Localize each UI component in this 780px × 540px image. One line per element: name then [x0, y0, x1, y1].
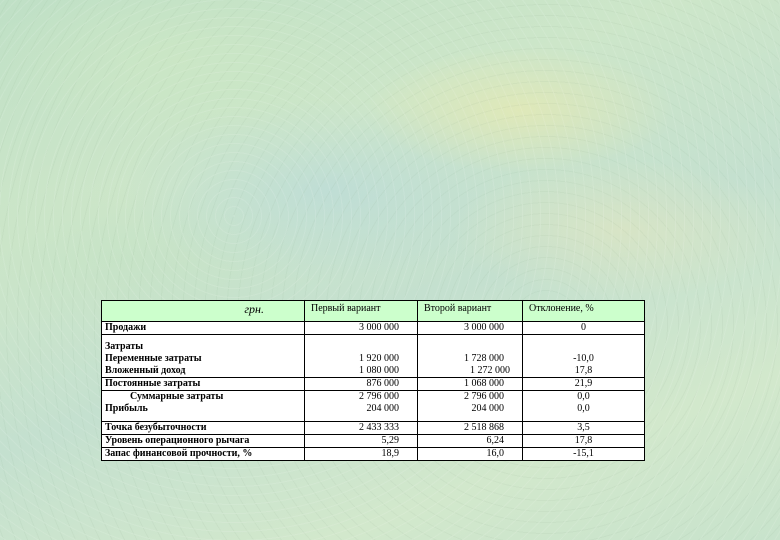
cell-deviation: 3,5: [523, 422, 645, 435]
cell-first-variant: 204 000: [305, 403, 418, 415]
row-label: Продажи: [102, 322, 305, 335]
cell-first-variant: 876 000: [305, 378, 418, 391]
cell-first-variant: 2 796 000: [305, 391, 418, 404]
cell-deviation: [523, 341, 645, 353]
cell-second-variant: [418, 341, 523, 353]
table-row: [102, 403, 645, 415]
cell-deviation: 21,9: [523, 378, 645, 391]
header-deviation: Отклонение, %: [523, 301, 645, 322]
row-label: Запас финансовой прочности, %: [102, 448, 305, 461]
unit-label: грн.: [102, 301, 305, 322]
cell-second-variant: 16,0: [418, 448, 523, 461]
cell-second-variant: 1 068 000: [418, 378, 523, 391]
cell-deviation: 17,8: [523, 365, 645, 378]
table-row: [102, 391, 645, 404]
row-label: Точка безубыточности: [102, 422, 305, 435]
row-label: Переменные затраты: [102, 353, 305, 365]
table-row: [102, 422, 645, 435]
table-header-row: [102, 301, 645, 322]
header-second-variant: Второй вариант: [418, 301, 523, 322]
cell-first-variant: 5,29: [305, 435, 418, 448]
table-row: [102, 353, 645, 365]
cell-second-variant: 3 000 000: [418, 322, 523, 335]
cell-first-variant: 2 433 333: [305, 422, 418, 435]
cell-first-variant: 18,9: [305, 448, 418, 461]
cell-first-variant: [305, 341, 418, 353]
table-row: [102, 378, 645, 391]
table-row: [102, 322, 645, 335]
row-label: Затраты: [102, 341, 305, 353]
cell-deviation: 0,0: [523, 391, 645, 404]
row-label: Суммарные затраты: [102, 391, 305, 404]
table-row: [102, 365, 645, 378]
cell-first-variant: 1 080 000: [305, 365, 418, 378]
cell-second-variant: 204 000: [418, 403, 523, 415]
cell-deviation: 0,0: [523, 403, 645, 415]
cell-deviation: -15,1: [523, 448, 645, 461]
cell-second-variant: 2 518 868: [418, 422, 523, 435]
table-row: [102, 435, 645, 448]
cell-second-variant: 2 796 000: [418, 391, 523, 404]
comparison-table: [101, 300, 645, 461]
row-label: Вложенный доход: [102, 365, 305, 378]
cell-deviation: 0: [523, 322, 645, 335]
header-first-variant: Первый вариант: [305, 301, 418, 322]
row-label: Уровень операционного рычага: [102, 435, 305, 448]
row-label: Постоянные затраты: [102, 378, 305, 391]
row-label: Прибыль: [102, 403, 305, 415]
cell-first-variant: 3 000 000: [305, 322, 418, 335]
table-row: [102, 341, 645, 353]
cell-first-variant: 1 920 000: [305, 353, 418, 365]
financial-table: [101, 300, 644, 461]
cell-deviation: 17,8: [523, 435, 645, 448]
cell-deviation: -10,0: [523, 353, 645, 365]
cell-second-variant: 1 272 000: [418, 365, 523, 378]
cell-second-variant: 1 728 000: [418, 353, 523, 365]
cell-second-variant: 6,24: [418, 435, 523, 448]
table-row: [102, 448, 645, 461]
